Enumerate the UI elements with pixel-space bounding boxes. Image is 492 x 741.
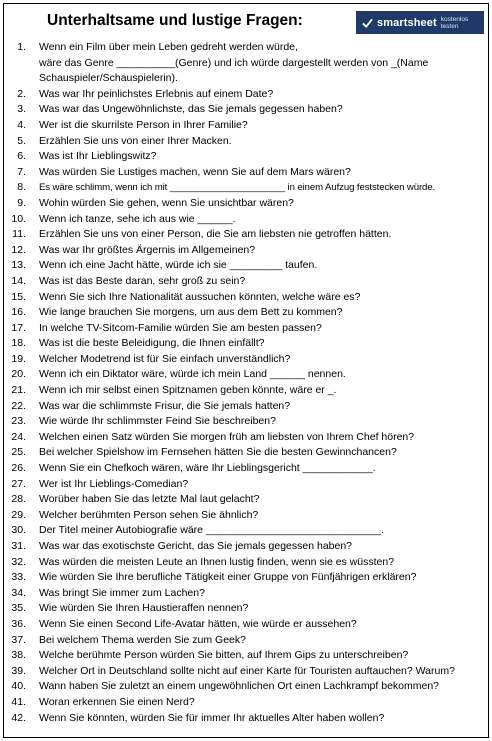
question-text-line: wäre das Genre __________(Genre) und ich würde dargestellt werden von _(Name: [39, 56, 429, 69]
logo-name: smartsheet: [377, 16, 437, 29]
question-text: Wenn ich eine Jacht hätte, würde ich sie _________ taufen.: [39, 259, 318, 272]
question-item: [4, 601, 490, 617]
question-item: [4, 149, 490, 165]
question-item: [4, 196, 490, 212]
question-text: Wie würden Sie Ihren Haustieraffen nennen?: [39, 602, 249, 615]
question-number: 26.: [11, 462, 26, 475]
question-text: Wenn Sie ein Chefkoch wären, wäre Ihr Lieblingsgericht ____________.: [39, 462, 376, 475]
question-item: [4, 383, 490, 399]
question-number: 37.: [11, 633, 26, 646]
question-text: Bei welchem Thema werden Sie zum Geek?: [39, 633, 246, 646]
question-number: 20.: [11, 368, 26, 381]
question-number: 16.: [11, 306, 26, 319]
question-text: Welcher berühmten Person sehen Sie ähnlich?: [39, 508, 259, 521]
question-text: Der Titel meiner Autobiografie wäre ______________________________.: [39, 524, 385, 537]
question-text: Was war das Ungewöhnlichste, das Sie jemals gegessen haben?: [39, 103, 343, 116]
question-text: Was war das exotischste Gericht, das Sie jemals gegessen haben?: [39, 540, 353, 552]
question-number: 34.: [11, 586, 26, 599]
question-text: Welchen einen Satz würden Sie morgen früh am liebsten von Ihrem Chef hören?: [39, 430, 415, 443]
question-number: 38.: [11, 649, 26, 662]
question-text: Was ist Ihr Lieblingswitz?: [39, 150, 157, 163]
question-number: 39.: [11, 664, 26, 677]
question-item: [4, 570, 490, 586]
question-item: [4, 477, 490, 493]
question-text: Wann haben Sie zuletzt an einem ungewöhnlichen Ort einen Lachkrampf bekommen?: [39, 680, 440, 693]
question-number: 9.: [17, 196, 26, 209]
question-item: [4, 367, 490, 383]
question-number: 17.: [11, 321, 26, 334]
question-item: [4, 118, 490, 134]
question-number: 27.: [11, 477, 26, 490]
question-text: Wenn Sie einen Second Life-Avatar hätten, wie würde er aussehen?: [39, 617, 357, 630]
question-text: Was ist die beste Beleidigung, die Ihnen einfällt?: [39, 337, 265, 350]
question-number: 19.: [11, 352, 26, 365]
question-number: 15.: [11, 290, 26, 303]
question-text: Was war Ihr größtes Ärgernis im Allgemeinen?: [39, 243, 256, 256]
question-item: [4, 711, 490, 727]
page-title: Unterhaltsame und lustige Fragen:: [47, 12, 303, 29]
question-text: Was bringt Sie immer zum Lachen?: [39, 586, 205, 599]
question-text: Was würden Sie Lustiges machen, wenn Sie auf dem Mars wären?: [39, 165, 351, 178]
question-text-line: Wenn ein Film über mein Leben gedreht werden würde,: [39, 41, 298, 53]
question-number: 10.: [11, 212, 26, 225]
question-item: [4, 695, 490, 711]
question-text: Wenn ich mir selbst einen Spitznamen geben könnte, wäre er _.: [39, 384, 337, 397]
question-text: Wenn Sie könnten, würden Sie für immer Ihr aktuelles Alter haben wollen?: [39, 711, 385, 724]
smartsheet-check-icon: [362, 17, 373, 29]
question-item: [4, 648, 490, 664]
question-number: 8.: [17, 181, 26, 194]
question-number: 32.: [11, 555, 26, 568]
question-text: Wer ist die skurrilste Person in Ihrer Familie?: [39, 118, 248, 131]
question-item: [4, 243, 490, 259]
question-number: 36.: [11, 617, 26, 630]
question-text: Wer ist Ihr Lieblings-Comedian?: [39, 477, 189, 490]
question-item: [4, 102, 490, 118]
question-item: [4, 321, 490, 337]
question-number: 21.: [11, 384, 26, 397]
question-number: 23.: [11, 415, 26, 428]
question-item: [4, 445, 490, 461]
question-item: [4, 679, 490, 695]
question-item: [4, 617, 490, 633]
question-item: [4, 274, 490, 290]
question-number: 2.: [17, 87, 26, 100]
question-number: 6.: [17, 150, 26, 163]
question-item: [4, 508, 490, 524]
question-text: Wenn ich ein Diktator wäre, würde ich mein Land ______ nennen.: [39, 368, 346, 381]
question-item: [4, 492, 490, 508]
question-text: Erzählen Sie uns von einer Ihrer Macken.: [39, 134, 232, 147]
question-number: 13.: [11, 259, 26, 272]
question-item: [4, 134, 490, 150]
question-number: 35.: [11, 602, 26, 615]
question-list: [4, 40, 490, 726]
question-text: Was war die schlimmste Frisur, die Sie jemals hatten?: [39, 399, 291, 412]
question-text: Welcher Modetrend ist für Sie einfach unverständlich?: [39, 352, 291, 365]
question-number: 25.: [11, 446, 26, 459]
document-page: [3, 3, 489, 738]
question-item: [4, 555, 490, 571]
question-text: Was ist das Beste daran, sehr groß zu sein?: [39, 274, 246, 287]
question-item: [4, 399, 490, 415]
question-item: [4, 227, 490, 243]
question-number: 31.: [11, 540, 26, 552]
question-item: [4, 633, 490, 649]
question-item: [4, 40, 490, 87]
question-number: 40.: [11, 680, 26, 693]
question-item: [4, 430, 490, 446]
question-number: 3.: [17, 103, 26, 116]
question-number: 28.: [11, 493, 26, 506]
question-text: Wenn ich tanze, sehe ich aus wie ______.: [39, 212, 236, 225]
question-item: [4, 305, 490, 321]
question-item: [4, 414, 490, 430]
question-text: Wenn Sie sich Ihre Nationalität aussuchen könnten, welche wäre es?: [39, 290, 361, 303]
question-number: 18.: [11, 337, 26, 350]
question-item: [4, 461, 490, 477]
question-number: 5.: [17, 134, 26, 147]
question-text: Bei welcher Spielshow im Fernsehen hätten Sie die besten Gewinnchancen?: [39, 446, 397, 459]
question-number: 12.: [11, 243, 26, 256]
question-text: Welcher Ort in Deutschland sollte nicht auf einer Karte für Touristen auftauchen? Warum?: [39, 664, 455, 677]
question-text: Es wäre schlimm, wenn ich mit ______________________ in einem Aufzug feststecken würde.: [39, 182, 436, 194]
question-item: [4, 165, 490, 181]
question-text: Welche berühmte Person würden Sie bitten, auf Ihrem Gips zu unterschreiben?: [39, 649, 409, 662]
question-number: 7.: [17, 165, 26, 178]
question-number: 30.: [11, 524, 26, 537]
question-text: Wie würde Ihr schlimmster Feind Sie beschreiben?: [39, 415, 276, 428]
question-item: [4, 212, 490, 228]
smartsheet-logo-link[interactable]: [356, 11, 484, 34]
question-number: 4.: [17, 118, 26, 131]
question-number: 1.: [17, 41, 26, 53]
question-item: [4, 87, 490, 103]
question-text: [39, 40, 428, 87]
question-number: 14.: [11, 274, 26, 287]
question-text: Wohin würden Sie gehen, wenn Sie unsichtbar wären?: [39, 196, 294, 209]
question-text: Wie würden Sie Ihre berufliche Tätigkeit einer Gruppe von Fünfjährigen erklären?: [39, 571, 417, 584]
question-item: [4, 180, 490, 196]
logo-tagline: kostenlos testen: [440, 15, 469, 30]
question-item: [4, 586, 490, 602]
question-item: [4, 523, 490, 539]
question-item: [4, 664, 490, 680]
question-text: Erzählen Sie uns von einer Person, die Sie am liebsten nie getroffen hätten.: [39, 228, 392, 241]
question-number: 22.: [11, 399, 26, 412]
question-item: [4, 258, 490, 274]
question-number: 24.: [11, 430, 26, 443]
question-text-line: Schauspieler/Schauspielerin).: [39, 72, 178, 85]
question-text: Was würden die meisten Leute an Ihnen lustig finden, wenn sie es wüssten?: [39, 555, 395, 568]
question-text: Woran erkennen Sie einen Nerd?: [39, 695, 195, 708]
question-text: Worüber haben Sie das letzte Mal laut gelacht?: [39, 493, 260, 506]
question-text: Was war Ihr peinlichstes Erlebnis auf einem Date?: [39, 87, 274, 100]
question-item: [4, 290, 490, 306]
question-number: 42.: [11, 711, 26, 724]
question-number: 11.: [12, 228, 26, 241]
question-item: [4, 352, 490, 368]
question-item: [4, 539, 490, 555]
question-text: In welche TV-Sitcom-Familie würden Sie am besten passen?: [39, 321, 322, 334]
question-item: [4, 336, 490, 352]
question-number: 33.: [11, 571, 26, 584]
question-number: 41.: [11, 695, 26, 708]
question-text: Wie lange brauchen Sie morgens, um aus dem Bett zu kommen?: [39, 306, 343, 319]
question-number: 29.: [11, 508, 26, 521]
